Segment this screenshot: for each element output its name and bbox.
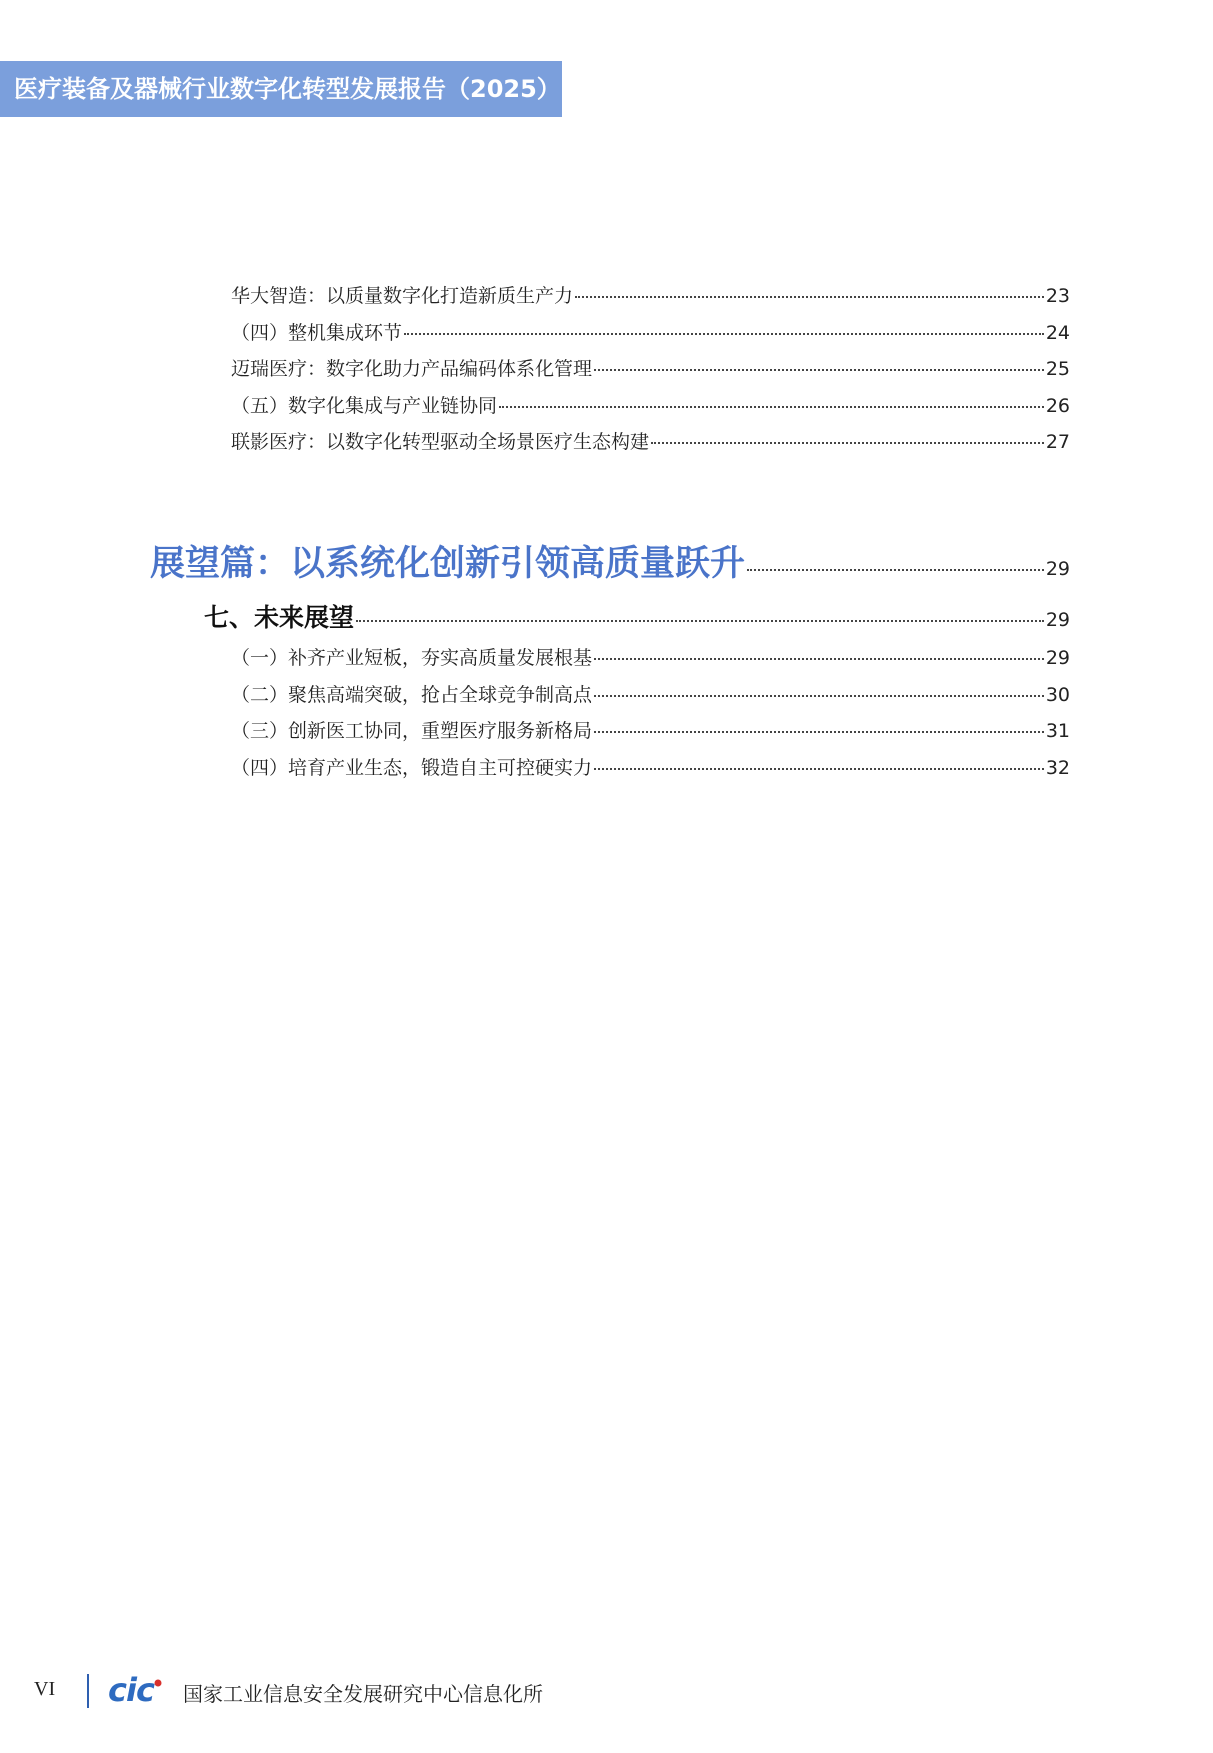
footer-divider xyxy=(87,1674,89,1708)
toc-leader xyxy=(594,369,1044,371)
toc-entry-page: 25 xyxy=(1045,358,1070,380)
toc-entry[interactable] xyxy=(231,281,1070,308)
toc-leader xyxy=(594,658,1044,660)
toc-entry-page: 31 xyxy=(1045,720,1070,742)
toc-leader xyxy=(404,333,1044,335)
toc-entry-page: 32 xyxy=(1045,757,1070,779)
toc-entry-title: （四）培育产业生态，锻造自主可控硬实力 xyxy=(231,757,593,779)
toc-entry[interactable] xyxy=(231,753,1070,780)
page-number: VI xyxy=(34,1678,56,1700)
logo-star-dot xyxy=(155,1680,162,1687)
header-band xyxy=(0,61,562,117)
toc-entry-title: （四）整机集成环节 xyxy=(231,322,403,344)
toc-entry-title: （二）聚焦高端突破，抢占全球竞争制高点 xyxy=(231,684,593,706)
page-footer xyxy=(0,1670,700,1714)
toc-leader xyxy=(356,620,1044,622)
toc-leader xyxy=(594,695,1044,697)
toc-part-entry[interactable] xyxy=(150,536,1070,586)
toc-entry[interactable] xyxy=(231,716,1070,743)
toc-leader xyxy=(651,442,1044,444)
toc-entry[interactable] xyxy=(231,643,1070,670)
cic-logo xyxy=(108,1676,176,1706)
toc-entry-title: 联影医疗：以数字化转型驱动全场景医疗生态构建 xyxy=(231,431,650,453)
footer-organization: 国家工业信息安全发展研究中心信息化所 xyxy=(183,1682,543,1706)
toc-entry[interactable] xyxy=(231,391,1070,418)
toc-entry[interactable] xyxy=(231,427,1070,454)
toc-entry[interactable] xyxy=(231,680,1070,707)
toc-leader xyxy=(499,406,1044,408)
toc-entry[interactable] xyxy=(231,354,1070,381)
toc-part-page: 29 xyxy=(1045,558,1070,580)
toc-entry-title: （一）补齐产业短板，夯实高质量发展根基 xyxy=(231,647,593,669)
toc-entry-title: 迈瑞医疗：数字化助力产品编码体系化管理 xyxy=(231,358,593,380)
toc-leader xyxy=(575,296,1044,298)
toc-leader xyxy=(594,731,1044,733)
toc-entry-page: 26 xyxy=(1045,395,1070,417)
toc-chapter-page: 29 xyxy=(1045,609,1070,631)
toc-entry-page: 29 xyxy=(1045,647,1070,669)
toc-entry-page: 23 xyxy=(1045,285,1070,307)
toc-leader xyxy=(747,569,1044,571)
toc-part-title: 展望篇：以系统化创新引领高质量跃升 xyxy=(150,544,746,584)
cic-logo-text: cic xyxy=(108,1676,154,1706)
toc-leader xyxy=(594,768,1044,770)
toc-chapter-entry[interactable] xyxy=(204,598,1070,634)
report-title: 医疗装备及器械行业数字化转型发展报告（2025） xyxy=(14,75,561,103)
toc-entry[interactable] xyxy=(231,318,1070,345)
toc-chapter-title: 七、未来展望 xyxy=(204,603,355,632)
toc-entry-page: 24 xyxy=(1045,322,1070,344)
toc-entry-title: 华大智造：以质量数字化打造新质生产力 xyxy=(231,285,574,307)
toc-entry-title: （三）创新医工协同，重塑医疗服务新格局 xyxy=(231,720,593,742)
toc-entry-title: （五）数字化集成与产业链协同 xyxy=(231,395,498,417)
toc-entry-page: 27 xyxy=(1045,431,1070,453)
toc-entry-page: 30 xyxy=(1045,684,1070,706)
